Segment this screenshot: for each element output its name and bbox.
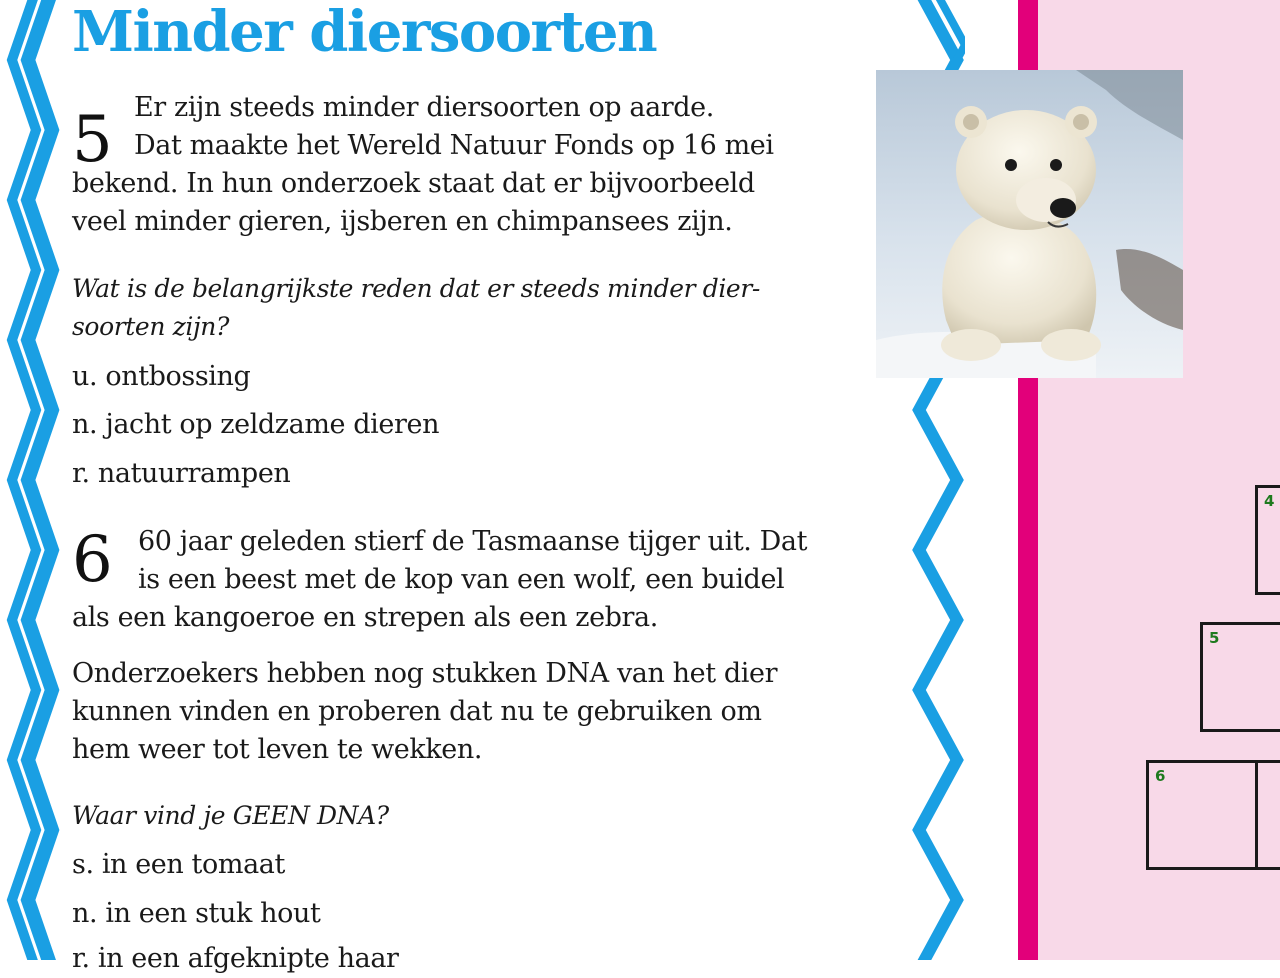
q6-body-line: Onderzoekers hebben nog stukken DNA van het dier: [72, 658, 778, 689]
question-number-5: 5: [72, 103, 113, 177]
q5-intro-line: veel minder gieren, ijsberen en chimpansees zijn.: [72, 206, 733, 237]
page-title: Minder diersoorten: [72, 0, 657, 65]
puzzle-cell-5[interactable]: [1200, 622, 1280, 732]
q6-option-n: n. in een stuk hout: [72, 898, 321, 929]
chevron-stripe-left: [0, 0, 60, 960]
puzzle-cell-number: 5: [1209, 629, 1220, 647]
q6-body-line: kunnen vinden en proberen dat nu te gebruiken om: [72, 696, 762, 727]
puzzle-cell-number: 6: [1155, 767, 1166, 785]
puzzle-cell-4[interactable]: [1255, 485, 1280, 595]
q5-intro-line: bekend. In hun onderzoek staat dat er bijvoorbeeld: [72, 168, 755, 199]
q5-option-u: u. ontbossing: [72, 361, 251, 392]
q5-intro-line: Dat maakte het Wereld Natuur Fonds op 16 mei: [134, 130, 774, 161]
q5-intro-line: Er zijn steeds minder diersoorten op aarde.: [134, 92, 714, 123]
q6-option-s: s. in een tomaat: [72, 849, 285, 880]
q5-question-line: soorten zijn?: [72, 312, 229, 341]
puzzle-cell-6b[interactable]: [1255, 760, 1280, 870]
q6-intro-line: als een kangoeroe en strepen als een zebra.: [72, 602, 658, 633]
q6-option-r: r. in een afgeknipte haar: [72, 943, 399, 974]
puzzle-cell-6[interactable]: [1146, 760, 1258, 870]
question-number-6: 6: [72, 523, 113, 597]
q6-intro-line: 60 jaar geleden stierf de Tasmaanse tijger uit. Dat: [138, 526, 808, 557]
q5-option-n: n. jacht op zeldzame dieren: [72, 409, 440, 440]
q6-question: Waar vind je GEEN DNA?: [72, 801, 389, 830]
q6-intro-line: is een beest met de kop van een wolf, een buidel: [138, 564, 785, 595]
polar-bear-icon: [876, 70, 1183, 378]
q5-option-r: r. natuurrampen: [72, 458, 291, 489]
polar-bear-cub-photo: [876, 70, 1183, 378]
q5-question-line: Wat is de belangrijkste reden dat er steeds minder dier-: [72, 274, 760, 303]
q6-body-line: hem weer tot leven te wekken.: [72, 734, 483, 765]
puzzle-cell-number: 4: [1264, 492, 1275, 510]
